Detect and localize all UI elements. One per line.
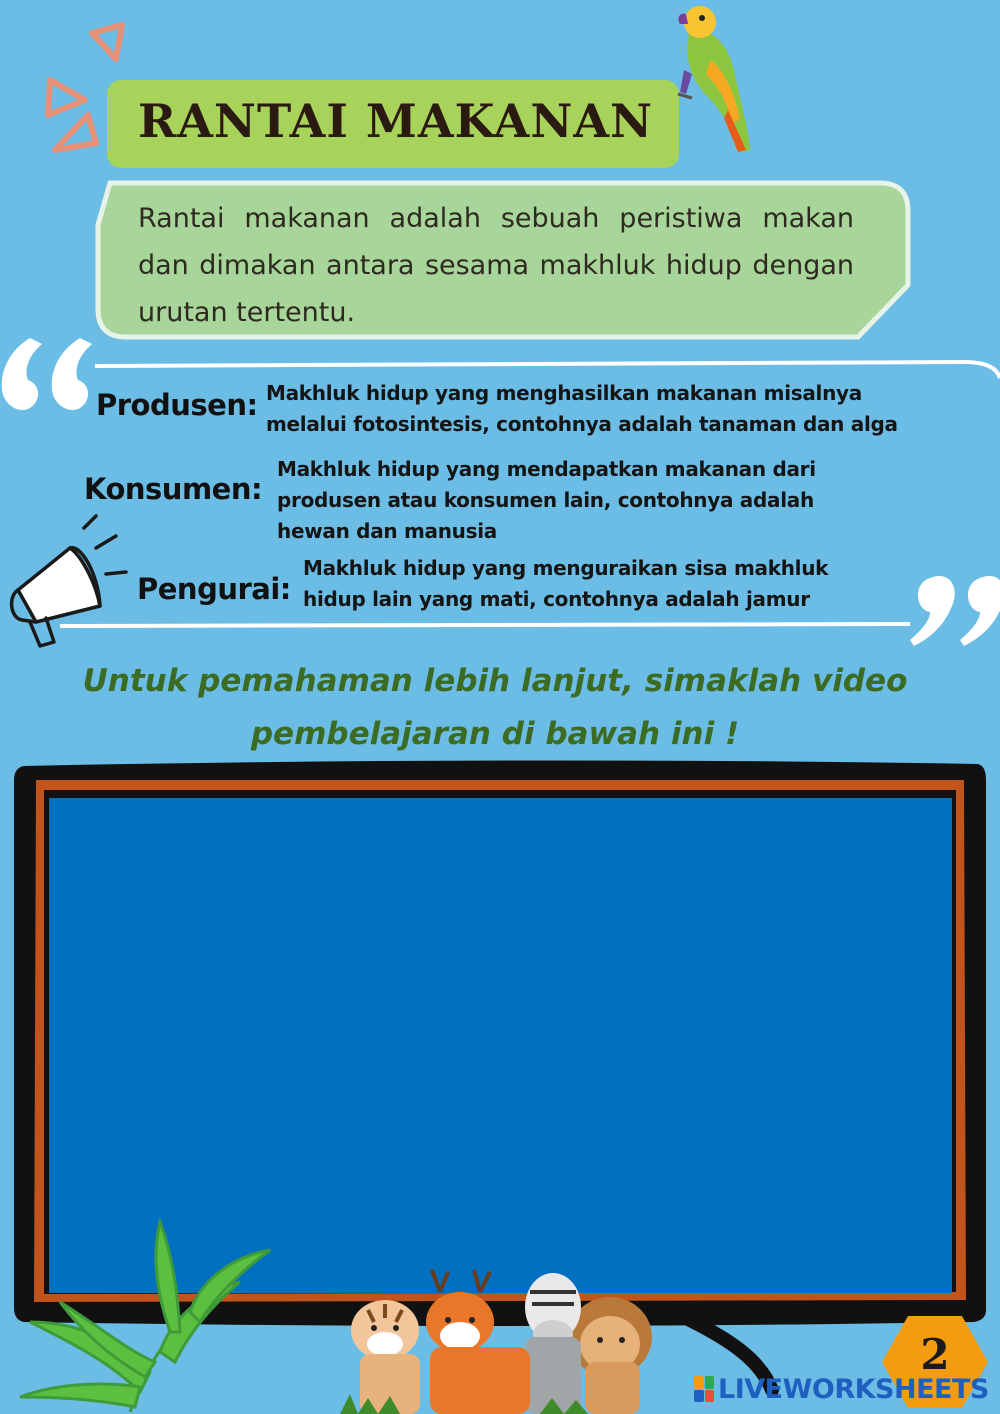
liveworksheets-logo[interactable] — [694, 1372, 989, 1406]
call-to-action — [60, 655, 930, 761]
quote-close-icon — [910, 576, 1000, 646]
definition-line: hidup lain yang mati, contohnya adalah jamur — [303, 587, 810, 611]
definition-line: produsen atau konsumen lain, contohnya adalah — [277, 488, 814, 512]
term-pengurai: Pengurai: — [137, 572, 291, 606]
definition-line: hewan dan manusia — [277, 519, 497, 543]
quote-open-icon — [2, 338, 92, 410]
logo-icon — [694, 1376, 714, 1402]
definition-line: Makhluk hidup yang mendapatkan makanan dari — [277, 457, 816, 481]
definition-konsumen — [277, 454, 816, 547]
definition-line: Makhluk hidup yang menghasilkan makanan misalnya — [266, 381, 862, 405]
definition-line: melalui fotosintesis, contohnya adalah tanaman dan alga — [266, 412, 898, 436]
parrot-icon — [640, 0, 760, 160]
definition-pengurai — [303, 553, 828, 615]
animals-illustration — [340, 1262, 670, 1414]
cta-line-1: Untuk pemahaman lebih lanjut, simaklah video — [82, 663, 908, 699]
term-produsen: Produsen: — [96, 388, 258, 422]
cta-line-2: pembelajaran di bawah ini ! — [250, 716, 740, 752]
term-konsumen: Konsumen: — [84, 472, 263, 506]
definition-produsen — [266, 378, 898, 440]
megaphone-icon — [0, 510, 135, 660]
brand-name: LIVEWORKSHEETS — [718, 1373, 989, 1405]
page-number: 2 — [920, 1330, 950, 1379]
definition-line: Makhluk hidup yang menguraikan sisa makhluk — [303, 556, 829, 580]
definition-text: Rantai makanan adalah sebuah peristiwa makan dan dimakan antara sesama makhluk hidup dengan urutan tertentu. — [138, 203, 854, 328]
fern-icon — [0, 1212, 280, 1414]
page-title: RANTAI MAKANAN — [138, 94, 654, 148]
